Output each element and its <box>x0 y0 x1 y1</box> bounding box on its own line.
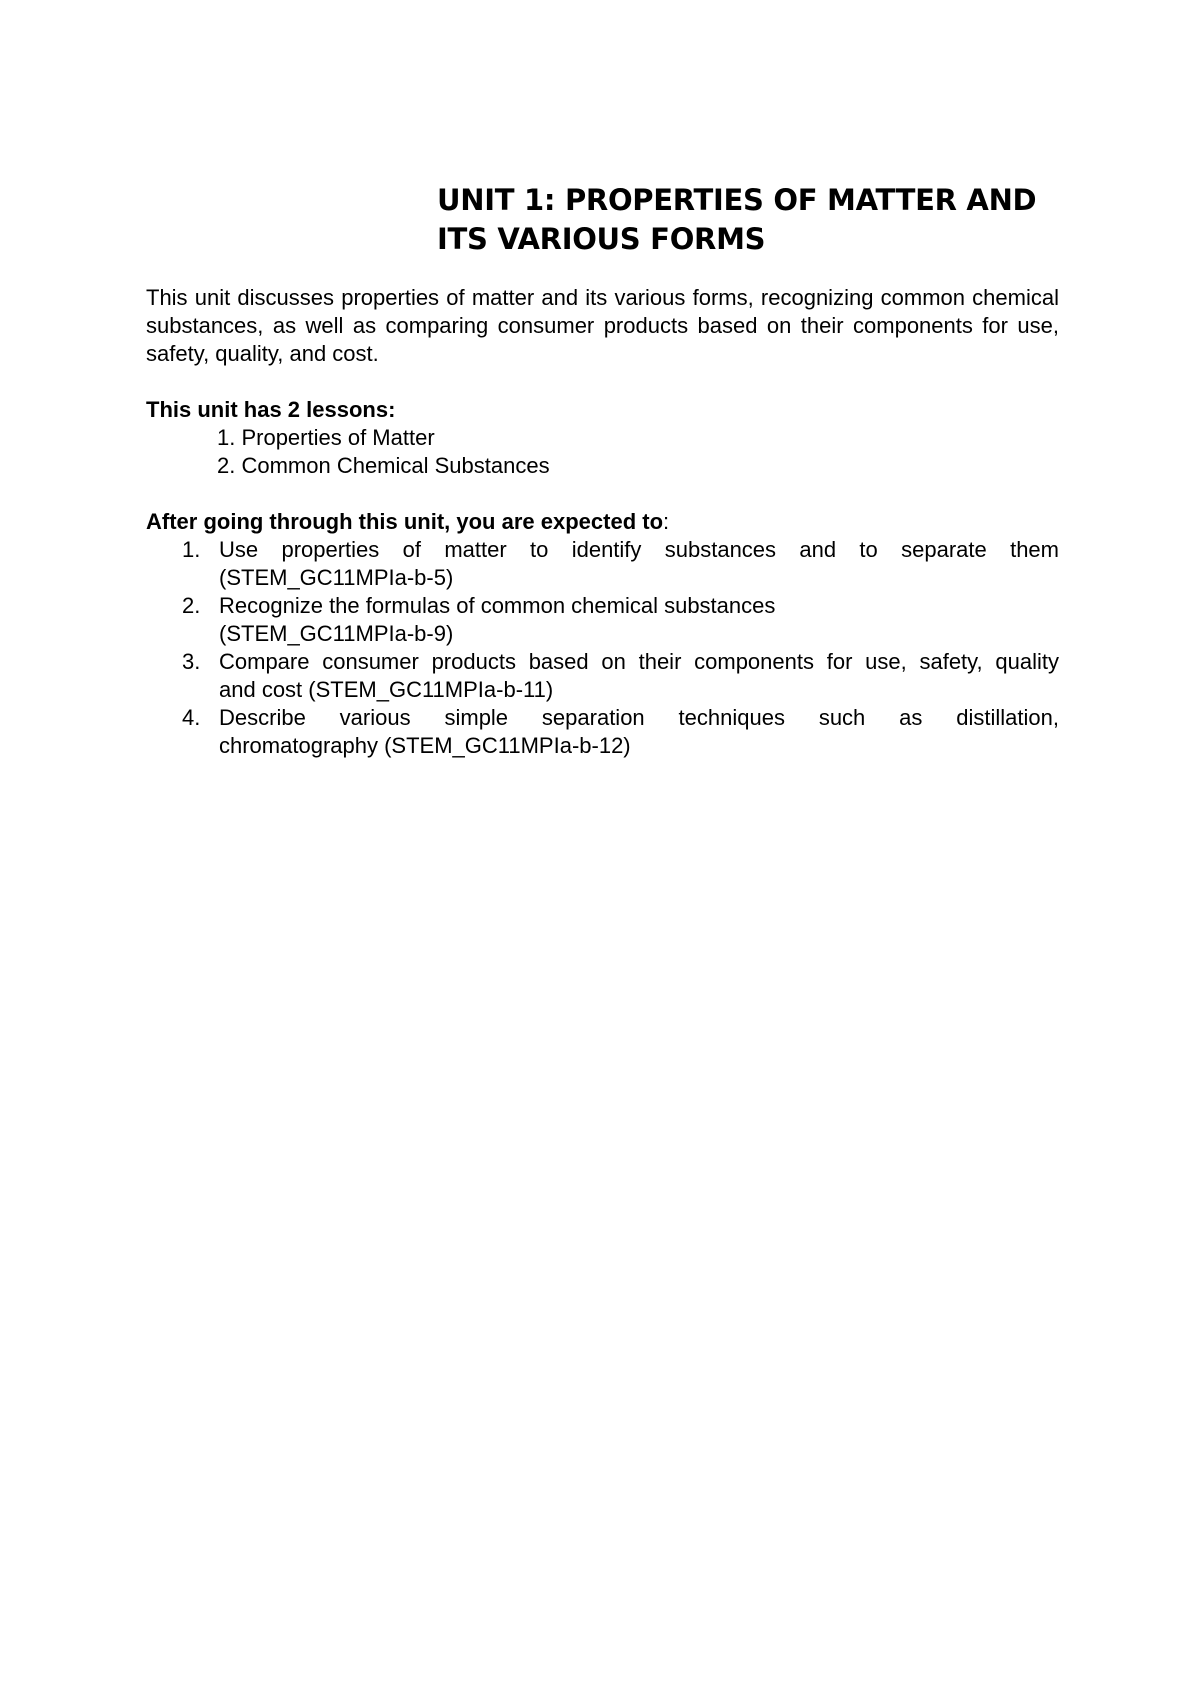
objectives-list <box>146 536 1059 760</box>
objectives-heading-colon: : <box>663 509 670 534</box>
objectives-heading-bold: After going through this unit, you are expected to <box>146 509 664 534</box>
objective-code: chromatography (STEM_GC11MPIa-b-12) <box>219 733 631 758</box>
objective-number: 3. <box>182 649 201 674</box>
objective-item-4 <box>146 704 1059 760</box>
objectives-heading <box>146 508 1059 536</box>
lessons-heading: This unit has 2 lessons: <box>146 397 396 422</box>
objective-item-1 <box>146 536 1059 592</box>
objective-text: Use properties of matter to identify substances and to separate them <box>219 537 1059 562</box>
objective-number: 1. <box>182 537 201 562</box>
objective-text: Describe various simple separation techniques such as distillation, <box>219 705 1059 730</box>
unit-title <box>437 181 1077 259</box>
objective-code: (STEM_GC11MPIa-b-5) <box>219 565 454 590</box>
unit-content <box>146 284 1059 760</box>
objective-code: and cost (STEM_GC11MPIa-b-11) <box>219 677 554 702</box>
objective-number: 4. <box>182 705 201 730</box>
unit-intro-paragraph: This unit discusses properties of matter and its various forms, recognizing common chemical substances, as well as comparing consumer products based on their components for use, safety, quality, and cost. <box>146 285 1059 366</box>
lesson-item-1: 1. Properties of Matter <box>217 425 435 450</box>
objective-item-2 <box>146 592 1059 648</box>
objective-code: (STEM_GC11MPIa-b-9) <box>219 621 454 646</box>
lessons-list <box>146 424 1059 480</box>
objective-text: Recognize the formulas of common chemical substances <box>219 593 776 618</box>
lesson-item-2: 2. Common Chemical Substances <box>217 453 550 478</box>
unit-title-line-1: UNIT 1: PROPERTIES OF MATTER AND <box>437 183 1037 217</box>
objective-item-3 <box>146 648 1059 704</box>
objective-number: 2. <box>182 593 201 618</box>
unit-title-line-2: ITS VARIOUS FORMS <box>437 222 766 256</box>
objective-text: Compare consumer products based on their components for use, safety, quality <box>219 649 1059 674</box>
